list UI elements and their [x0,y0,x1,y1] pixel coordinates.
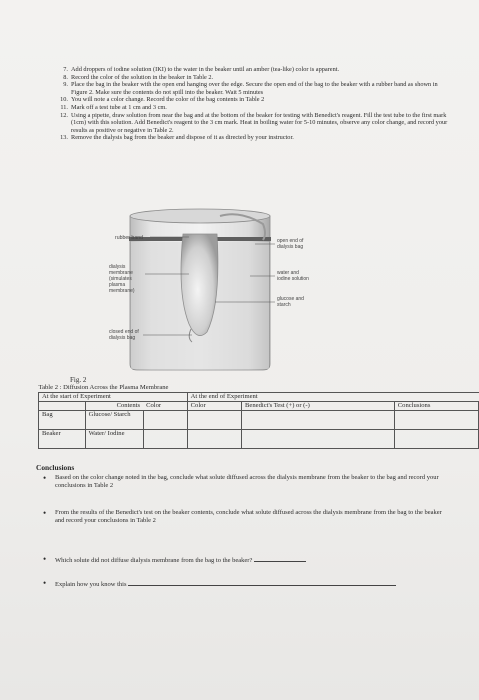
step-8: 8. Record the color of the solution in the beaker in Table 2. [63,73,214,81]
conclusions-heading: Conclusions [36,463,75,472]
question-undiffused-solute: • Which solute did not diffuse dialysis membrane from the bag to the beaker? [55,555,455,565]
bag-benedict[interactable] [242,411,395,430]
step-7: 7. Add droppers of iodine solution (IKI) to the water in the beaker until an amber (tea-like) color is apparent. [63,66,340,73]
start-header: At the start of Experiment [39,393,188,402]
table-2-diffusion [38,384,479,449]
label-water-iodine: water and iodine solution [277,270,309,282]
beaker-benedict[interactable] [242,430,395,449]
table-row [39,384,479,393]
col-color-end: Color [187,402,241,411]
answer-line-1[interactable] [254,555,306,562]
beaker-conclusions[interactable] [394,430,478,449]
beaker-end-color[interactable] [187,430,241,449]
label-dialysis-membrane: dialysis membrane (simulates plasma membrane) [109,264,135,294]
label-glucose-starch: glucose and starch [277,296,304,308]
question-explain: • Explain how you know this [55,579,455,589]
table-row [39,430,479,449]
label-closed-end: closed end of dialysis bag [109,329,139,341]
col-contents: Contents [85,402,143,411]
procedure-steps [58,66,448,142]
col-conclusions: Conclusions [394,402,478,411]
label-rubber-band: rubber band [115,235,143,241]
step-9: 9. Place the bag in the beaker with the open end hanging over the edge. Secure the open end of the bag to the beaker with a rubber band as shown in Figure 2. Make sure the contents do not spill into the beaker. Wait 5 minutes [63,81,438,96]
bag-contents: Glucose/ Starch [85,411,143,430]
beaker-rim [130,209,270,223]
step-12: 12. Using a pipette, draw solution from near the bag and at the bottom of the beaker for testing with Benedict's reagent. Fill the test tube to the first mark (1cm) with this solution. Add Benedict's reagent to the 3 cm mark. Heat in boiling water for 5-10 minutes, observe any color change, and record your results as positive or negative in Table 2. [60,111,448,134]
step-13: 13. Remove the dialysis bag from the beaker and dispose of it as directed by your instructor. [60,134,294,142]
table-row [39,393,479,402]
col-color: Color [143,402,187,411]
answer-line-2[interactable] [128,579,396,586]
table-row [39,411,479,430]
bag-start-color[interactable] [143,411,187,430]
conclusion-bullet-1: • Based on the color change noted in the bag, conclude what solute diffused across the dialysis membrane from the beaker to the bag and record your conclusions in Table 2 [43,473,439,490]
label-open-end: open end of dialysis bag [277,238,304,250]
figure-caption: Fig. 2 [70,376,87,384]
beaker-label: Beaker [39,430,86,449]
step-10: 10. You will note a color change. Record the color of the bag contents in Table 2 [60,96,265,104]
table-title: Table 2 : Diffusion Across the Plasma Membrane [38,384,169,391]
col-benedict: Benedict's Test (+) or (-) [242,402,395,411]
figure-2-beaker-diagram [85,204,345,374]
step-11: 11. Mark off a test tube at 1 cm and 3 cm. [60,103,167,111]
bag-conclusions[interactable] [394,411,478,430]
bag-end-color[interactable] [187,411,241,430]
beaker-contents: Water/ Iodine [85,430,143,449]
conclusion-bullet-2: • From the results of the Benedict's test on the beaker contents, conclude what solute diffused across the dialysis membrane from the bag to the beaker and record your conclusions in Table 2 [43,508,442,525]
beaker-start-color[interactable] [143,430,187,449]
end-header: At the end of Experiment [187,393,478,402]
table-row [39,402,479,411]
bag-label: Bag [39,411,86,430]
